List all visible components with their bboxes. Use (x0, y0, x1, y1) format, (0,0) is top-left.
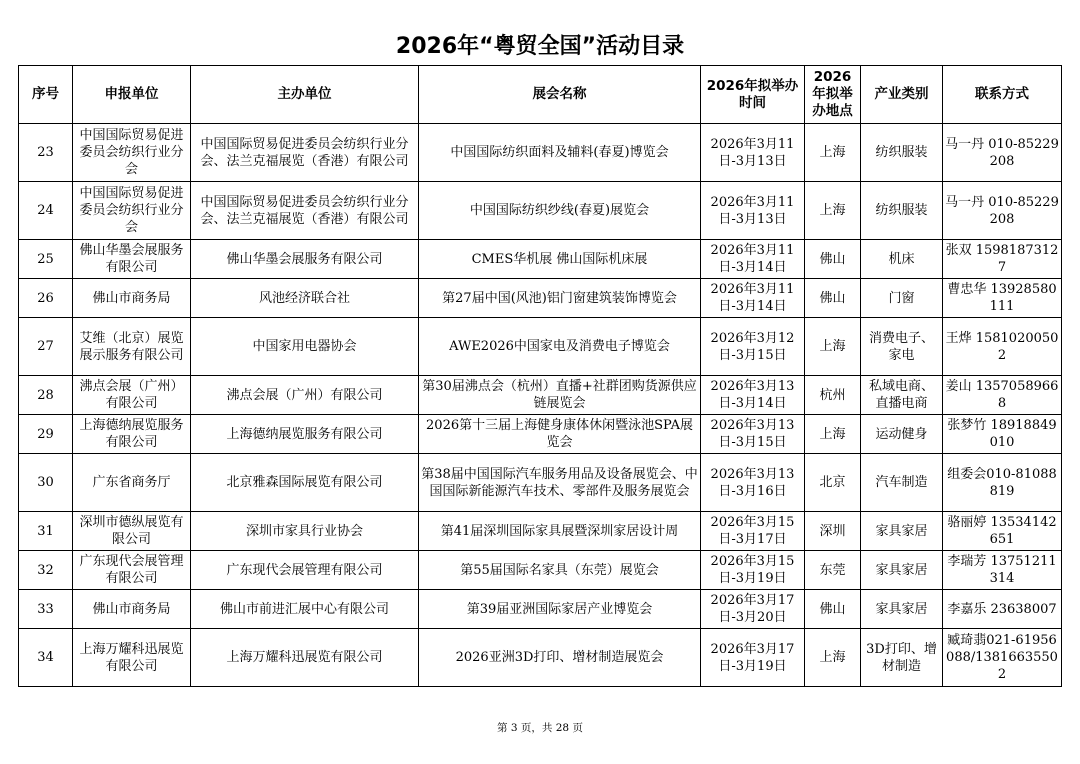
cell-time: 2026年3月11日-3月13日 (701, 124, 805, 182)
cell-place: 佛山 (805, 279, 861, 318)
cell-no: 32 (19, 551, 73, 590)
cell-no: 27 (19, 318, 73, 376)
cell-organizer: 中国国际贸易促进委员会纺织行业分会、法兰克福展览（香港）有限公司 (191, 182, 419, 240)
cell-industry: 运动健身 (861, 415, 943, 454)
cell-applicant: 中国国际贸易促进委员会纺织行业分会 (73, 182, 191, 240)
cell-organizer: 风池经济联合社 (191, 279, 419, 318)
cell-industry: 家具家居 (861, 512, 943, 551)
cell-expo: 第55届国际名家具（东莞）展览会 (419, 551, 701, 590)
table-row (19, 415, 1062, 454)
cell-applicant: 广东省商务厅 (73, 454, 191, 512)
header-cell-expo: 展会名称 (419, 66, 701, 124)
cell-no: 29 (19, 415, 73, 454)
cell-no: 30 (19, 454, 73, 512)
cell-time: 2026年3月17日-3月19日 (701, 629, 805, 687)
cell-time: 2026年3月13日-3月15日 (701, 415, 805, 454)
cell-time: 2026年3月11日-3月13日 (701, 182, 805, 240)
cell-no: 24 (19, 182, 73, 240)
cell-contact: 李瑞芳 13751211314 (943, 551, 1062, 590)
cell-expo: 中国国际纺织面料及辅料(春夏)博览会 (419, 124, 701, 182)
cell-applicant: 上海万耀科迅展览有限公司 (73, 629, 191, 687)
header-cell-contact: 联系方式 (943, 66, 1062, 124)
table-row (19, 279, 1062, 318)
table-header-row (19, 66, 1062, 124)
header-cell-organizer: 主办单位 (191, 66, 419, 124)
cell-industry: 纺织服装 (861, 182, 943, 240)
cell-expo: 第41届深圳国际家具展暨深圳家居设计周 (419, 512, 701, 551)
cell-industry: 家具家居 (861, 551, 943, 590)
cell-place: 佛山 (805, 590, 861, 629)
page-title: 2026年“粤贸全国”活动目录 (395, 34, 685, 59)
cell-expo: 第27届中国(风池)铝门窗建筑装饰博览会 (419, 279, 701, 318)
cell-contact: 组委会010-81088819 (943, 454, 1062, 512)
cell-place: 上海 (805, 124, 861, 182)
cell-applicant: 沸点会展（广州）有限公司 (73, 376, 191, 415)
header-cell-no: 序号 (19, 66, 73, 124)
cell-industry: 汽车制造 (861, 454, 943, 512)
cell-time: 2026年3月12日-3月15日 (701, 318, 805, 376)
cell-contact: 马一丹 010-85229208 (943, 182, 1062, 240)
cell-place: 杭州 (805, 376, 861, 415)
cell-place: 上海 (805, 415, 861, 454)
table-row (19, 124, 1062, 182)
cell-industry: 家具家居 (861, 590, 943, 629)
cell-time: 2026年3月15日-3月19日 (701, 551, 805, 590)
table-row (19, 318, 1062, 376)
cell-place: 深圳 (805, 512, 861, 551)
cell-expo: 第39届亚洲国际家居产业博览会 (419, 590, 701, 629)
activity-table (18, 65, 1062, 687)
cell-no: 26 (19, 279, 73, 318)
cell-organizer: 佛山市前进汇展中心有限公司 (191, 590, 419, 629)
cell-organizer: 沸点会展（广州）有限公司 (191, 376, 419, 415)
cell-contact: 臧琦翡021-61956088/13816635502 (943, 629, 1062, 687)
table-row (19, 512, 1062, 551)
cell-applicant: 广东现代会展管理有限公司 (73, 551, 191, 590)
cell-contact: 王烨 15810200502 (943, 318, 1062, 376)
cell-organizer: 中国家用电器协会 (191, 318, 419, 376)
cell-organizer: 上海德纳展览服务有限公司 (191, 415, 419, 454)
cell-place: 北京 (805, 454, 861, 512)
cell-no: 31 (19, 512, 73, 551)
cell-contact: 姜山 13570589668 (943, 376, 1062, 415)
cell-applicant: 中国国际贸易促进委员会纺织行业分会 (73, 124, 191, 182)
cell-expo: 2026亚洲3D打印、增材制造展览会 (419, 629, 701, 687)
cell-organizer: 广东现代会展管理有限公司 (191, 551, 419, 590)
cell-industry: 消费电子、家电 (861, 318, 943, 376)
cell-applicant: 佛山华墨会展服务有限公司 (73, 240, 191, 279)
cell-expo: 第30届沸点会（杭州）直播+社群团购货源供应链展览会 (419, 376, 701, 415)
cell-place: 佛山 (805, 240, 861, 279)
page-footer: 第 3 页，共 28 页 (497, 722, 583, 734)
cell-time: 2026年3月13日-3月14日 (701, 376, 805, 415)
cell-industry: 门窗 (861, 279, 943, 318)
table-row (19, 629, 1062, 687)
cell-industry: 纺织服装 (861, 124, 943, 182)
cell-industry: 3D打印、增材制造 (861, 629, 943, 687)
table-row (19, 376, 1062, 415)
cell-no: 34 (19, 629, 73, 687)
cell-industry: 私域电商、直播电商 (861, 376, 943, 415)
cell-contact: 张梦竹 18918849010 (943, 415, 1062, 454)
cell-organizer: 佛山华墨会展服务有限公司 (191, 240, 419, 279)
header-cell-place: 2026年拟举办地点 (805, 66, 861, 124)
cell-place: 上海 (805, 182, 861, 240)
cell-organizer: 北京雅森国际展览有限公司 (191, 454, 419, 512)
cell-contact: 骆丽婷 13534142651 (943, 512, 1062, 551)
cell-time: 2026年3月11日-3月14日 (701, 240, 805, 279)
header-cell-industry: 产业类别 (861, 66, 943, 124)
table-row (19, 240, 1062, 279)
cell-industry: 机床 (861, 240, 943, 279)
cell-contact: 李嘉乐 23638007 (943, 590, 1062, 629)
cell-contact: 张双 15981873127 (943, 240, 1062, 279)
cell-applicant: 佛山市商务局 (73, 590, 191, 629)
header-cell-applicant: 申报单位 (73, 66, 191, 124)
cell-expo: 中国国际纺织纱线(春夏)展览会 (419, 182, 701, 240)
cell-applicant: 深圳市德纵展览有限公司 (73, 512, 191, 551)
cell-time: 2026年3月13日-3月16日 (701, 454, 805, 512)
cell-expo: CMES华机展 佛山国际机床展 (419, 240, 701, 279)
cell-time: 2026年3月17日-3月20日 (701, 590, 805, 629)
cell-organizer: 中国国际贸易促进委员会纺织行业分会、法兰克福展览（香港）有限公司 (191, 124, 419, 182)
cell-no: 28 (19, 376, 73, 415)
cell-applicant: 上海德纳展览服务有限公司 (73, 415, 191, 454)
cell-place: 东莞 (805, 551, 861, 590)
cell-expo: AWE2026中国家电及消费电子博览会 (419, 318, 701, 376)
cell-expo: 2026第十三届上海健身康体休闲暨泳池SPA展览会 (419, 415, 701, 454)
cell-contact: 曹忠华 13928580111 (943, 279, 1062, 318)
cell-no: 23 (19, 124, 73, 182)
table-row (19, 590, 1062, 629)
cell-applicant: 艾维（北京）展览展示服务有限公司 (73, 318, 191, 376)
cell-applicant: 佛山市商务局 (73, 279, 191, 318)
cell-organizer: 深圳市家具行业协会 (191, 512, 419, 551)
cell-organizer: 上海万耀科迅展览有限公司 (191, 629, 419, 687)
cell-time: 2026年3月15日-3月17日 (701, 512, 805, 551)
cell-place: 上海 (805, 629, 861, 687)
table-row (19, 454, 1062, 512)
table-row (19, 182, 1062, 240)
cell-contact: 马一丹 010-85229208 (943, 124, 1062, 182)
cell-no: 33 (19, 590, 73, 629)
cell-expo: 第38届中国国际汽车服务用品及设备展览会、中国国际新能源汽车技术、零部件及服务展览会 (419, 454, 701, 512)
table-row (19, 551, 1062, 590)
header-cell-time: 2026年拟举办时间 (701, 66, 805, 124)
cell-place: 上海 (805, 318, 861, 376)
cell-time: 2026年3月11日-3月14日 (701, 279, 805, 318)
cell-no: 25 (19, 240, 73, 279)
